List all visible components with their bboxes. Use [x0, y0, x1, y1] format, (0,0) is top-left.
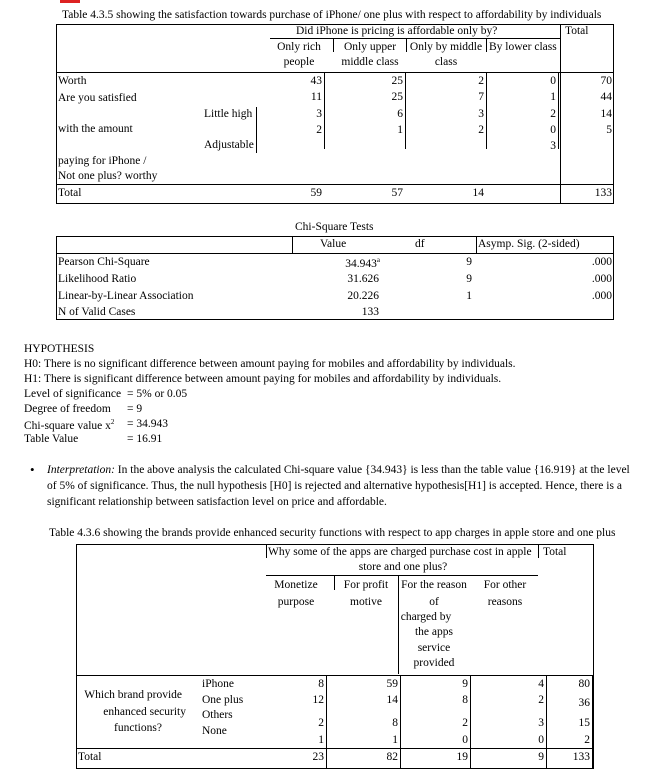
bullet: • — [30, 462, 35, 477]
table2-cell: 2 — [318, 717, 324, 729]
tv-value: = 16.91 — [127, 433, 163, 445]
table1-cell: 2 — [316, 124, 322, 136]
chi-value: 34.943$^a$ — [345, 256, 380, 270]
los-label: Level of significance — [24, 388, 122, 400]
chi-df: 9 — [466, 273, 472, 285]
table1-row-total: Total — [58, 187, 82, 199]
table1-cell: 3 — [316, 108, 322, 120]
table1-cell: 3 — [478, 108, 484, 120]
table2-cell: 8 — [462, 694, 468, 706]
table1-cell: 11 — [310, 91, 322, 103]
dof-label: Degree of freedom — [24, 403, 111, 415]
table2-cell: 2 — [538, 694, 544, 706]
table2-total-header: Total — [543, 546, 567, 558]
table2-cell: 2 — [462, 717, 468, 729]
table2-total-cell: 133 — [572, 751, 590, 763]
table1-cell: 70 — [600, 75, 612, 87]
interpretation-label: Interpretation: — [47, 464, 115, 476]
chi-header-value: Value — [320, 238, 347, 250]
table2-group-l1: Why some of the apps are charged purchase cost in apple — [268, 546, 532, 558]
table2-col3-l5: service — [417, 642, 451, 654]
table1-cell: 5 — [606, 124, 612, 136]
table1-cell: 7 — [478, 91, 484, 103]
table2-cell: 0 — [462, 734, 468, 746]
table1-row-satisfied: Are you satisfied — [58, 92, 137, 104]
table2-cell: 1 — [392, 734, 398, 746]
table2-col3-l4: the apps — [414, 626, 453, 638]
table1-sub-adjustable: Adjustable — [204, 139, 254, 151]
table1-cell: 2 — [478, 75, 484, 87]
table1-cell: 0 — [550, 124, 556, 136]
table2-group-l2: store and one plus? — [358, 561, 448, 573]
table2-row-label-l1: Which brand provide — [84, 689, 182, 701]
table2-caption: Table 4.3.6 showing the brands provide enhanced security functions with respect to app charges in apple store and one plus — [49, 527, 616, 539]
table2-cell: 36 — [578, 697, 590, 709]
table1-row-amount: with the amount — [58, 123, 133, 135]
table1-cell: 25 — [391, 75, 403, 87]
table1-row-worth: Worth — [58, 75, 87, 87]
table2-col3-l1: For the reason — [401, 579, 467, 591]
table1-col2-l1: Only upper — [343, 41, 397, 53]
table2-cell: 0 — [538, 734, 544, 746]
table1-caption: Table 4.3.5 showing the satisfaction towards purchase of iPhone/ one plus with respect to affordability by individuals — [62, 9, 602, 21]
table2-col4-l2: reasons — [487, 596, 523, 608]
interpretation-line1: Interpretation: In the above analysis the calculated Chi-square value {34.943} is less than the table value {16.919} at the level — [47, 464, 630, 476]
table1-cell: 43 — [310, 75, 322, 87]
tv-label: Table Value — [24, 433, 79, 445]
chi-row-label: Linear-by-Linear Association — [58, 290, 194, 302]
table2-cell: 15 — [578, 717, 590, 729]
table1-total-cell: 57 — [391, 187, 403, 199]
table2-cell: 3 — [538, 717, 544, 729]
brand-iphone: iPhone — [202, 678, 234, 690]
chi-value: 20.226 — [347, 290, 379, 302]
table2-row-label-l2: enhanced security — [103, 706, 186, 718]
table1-col3-l1: Only by middle — [409, 41, 483, 53]
table2-cell: 4 — [538, 678, 544, 690]
chi-df: 1 — [466, 290, 472, 302]
chi-row-label: N of Valid Cases — [58, 306, 136, 318]
table2-cell: 8 — [392, 717, 398, 729]
chi-title: Chi-Square Tests — [295, 221, 374, 233]
table1-col3-l2: class — [434, 56, 458, 68]
table1-cell: 0 — [550, 75, 556, 87]
table2-cell: 14 — [386, 694, 398, 706]
chi-sig: .000 — [591, 290, 612, 302]
table1-total-cell: 133 — [594, 187, 612, 199]
table2-cell: 80 — [578, 678, 590, 690]
table1-total-cell: 59 — [310, 187, 322, 199]
table1-cell: 3 — [550, 140, 556, 152]
table2-cell: 59 — [386, 678, 398, 690]
table2-total-cell: 82 — [386, 751, 398, 763]
table2-col3-l2: of — [429, 596, 439, 608]
table1-total-header: Total — [565, 25, 589, 37]
table1-cell: 1 — [550, 91, 556, 103]
table2-total-label: Total — [78, 751, 102, 763]
dof-value: = 9 — [127, 403, 143, 415]
table1-cell: 1 — [397, 124, 403, 136]
chi-df: 9 — [466, 256, 472, 268]
table1-cell: 2 — [550, 108, 556, 120]
hypothesis-h0: H0: There is no significant difference between amount paying for mobiles and affordability by individuals. — [24, 358, 516, 370]
table2-total-cell: 23 — [312, 751, 324, 763]
table1-total-cell: 14 — [472, 187, 484, 199]
table2-row-label-l3: functions? — [114, 722, 162, 734]
table2-total-cell: 19 — [456, 751, 468, 763]
chi-header-sig: Asymp. Sig. (2-sided) — [478, 238, 580, 250]
table1-col1-l1: Only rich — [277, 41, 321, 53]
table2-col1-l1: Monetize — [274, 579, 318, 591]
table2-cell: 2 — [584, 734, 590, 746]
chi-sig: .000 — [591, 273, 612, 285]
brand-others: Others — [202, 709, 233, 721]
table1-col2-l2: middle class — [341, 56, 399, 68]
brand-none: None — [202, 725, 227, 737]
table2-cell: 1 — [318, 734, 324, 746]
table1-row-paying: paying for iPhone / — [58, 155, 147, 167]
chi-value-text: = 34.943 — [127, 418, 168, 430]
table2-col3-l6: provided — [413, 657, 455, 669]
table1-cell: 44 — [600, 91, 612, 103]
table1-cell: 25 — [391, 91, 403, 103]
chi-sig: .000 — [591, 256, 612, 268]
chi-header-df: df — [415, 238, 425, 250]
table2-cell: 9 — [462, 678, 468, 690]
los-value: = 5% or 0.05 — [127, 388, 188, 400]
table1-group-header: Did iPhone is pricing is affordable only by? — [296, 25, 498, 37]
interpretation-line2: of 5% of significance. Thus, the null hypothesis [H0] is rejected and alternative hypothesis[H1] is accepted. Hence, there is a — [47, 480, 622, 492]
chi-value: 133 — [361, 306, 379, 318]
table1-cell: 2 — [478, 124, 484, 136]
brand-oneplus: One plus — [202, 694, 244, 706]
table2-cell: 8 — [318, 678, 324, 690]
chi-label: Chi-square value $x^2$ — [24, 418, 115, 432]
table2-cell: 12 — [312, 694, 324, 706]
hypothesis-heading: HYPOTHESIS — [24, 343, 95, 355]
interpretation-line3: significant relationship between satisfaction level on price and affordable. — [47, 496, 387, 508]
chi-row-label: Likelihood Ratio — [58, 273, 137, 285]
top-red-line — [60, 0, 80, 3]
hypothesis-h1: H1: There is significant difference between amount paying for mobiles and affordability by individuals. — [24, 373, 502, 385]
table1-row-worthy: Not one plus? worthy — [58, 170, 158, 182]
table2-col2-l2: motive — [350, 596, 382, 608]
chi-row-label: Pearson Chi-Square — [58, 256, 150, 268]
table2-total-cell: 9 — [538, 751, 544, 763]
table1-col1-l2: people — [283, 56, 315, 68]
table2-col4-l1: For other — [483, 579, 527, 591]
chi-value: 31.626 — [347, 273, 379, 285]
table2-col3-l3: charged by — [400, 611, 452, 623]
table2-col2-l1: For profit — [343, 579, 389, 591]
table1-sub-little-high: Little high — [204, 108, 253, 120]
table2-col1-l2: purpose — [277, 596, 315, 608]
table1-col4: By lower class — [489, 41, 557, 53]
table1-cell: 6 — [397, 108, 403, 120]
table1-cell: 14 — [600, 108, 612, 120]
